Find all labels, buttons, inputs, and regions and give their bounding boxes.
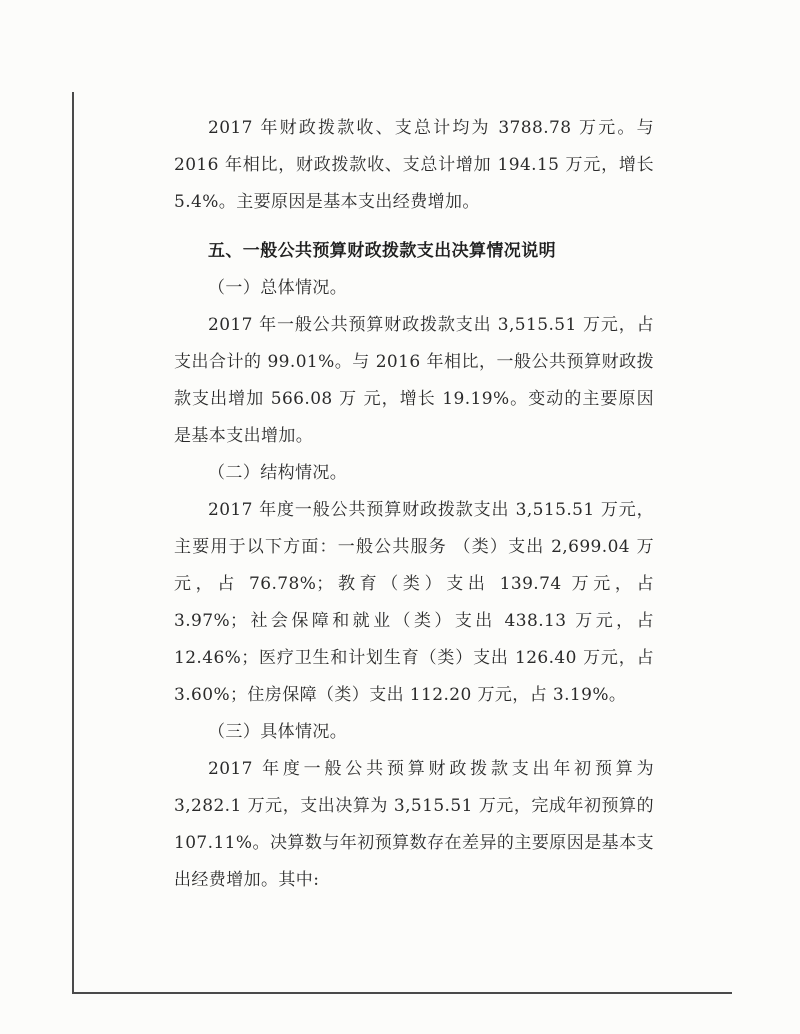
- page-border-bottom: [72, 992, 732, 994]
- subheading-overall: （一）总体情况。: [208, 278, 348, 298]
- document-body: [174, 110, 654, 899]
- subheading-details: （三）具体情况。: [208, 722, 348, 742]
- paragraph-overall: 2017 年一般公共预算财政拨款支出 3,515.51 万元，占支出合计的 99.01%。与 2016 年相比，一般公共预算财政拨款支出增加 566.08 万 元，增长 19.19%。变动的主要原因是基本支出增加。: [174, 315, 654, 446]
- paragraph-details: 2017 年度一般公共预算财政拨款支出年初预算为 3,282.1 万元，支出决算为 3,515.51 万元，完成年初预算的 107.11%。决算数与年初预算数存在差异的主要原因是基本支出经费增加。其中:: [174, 759, 654, 890]
- section-heading: 五、一般公共预算财政拨款支出决算情况说明: [208, 241, 556, 261]
- paragraph-summary: 2017 年财政拨款收、支总计均为 3788.78 万元。与 2016 年相比，财政拨款收、支总计增加 194.15 万元，增长 5.4%。主要原因是基本支出经费增加。: [174, 118, 654, 212]
- subheading-structure: （二）结构情况。: [208, 463, 348, 483]
- page-border-left: [72, 92, 74, 994]
- paragraph-structure: 2017 年度一般公共预算财政拨款支出 3,515.51 万元，主要用于以下方面：一般公共服务 （类）支出 2,699.04 万元，占 76.78%；教育（类）支出 139.74 万元，占 3.97%；社会保障和就业（类）支出 438.13 万元，占 12.46%；医疗卫生和计划生育（类）支出 126.40 万元，占 3.60%；住房保障（类）支出 112.20 万元，占 3.19%。: [174, 500, 654, 705]
